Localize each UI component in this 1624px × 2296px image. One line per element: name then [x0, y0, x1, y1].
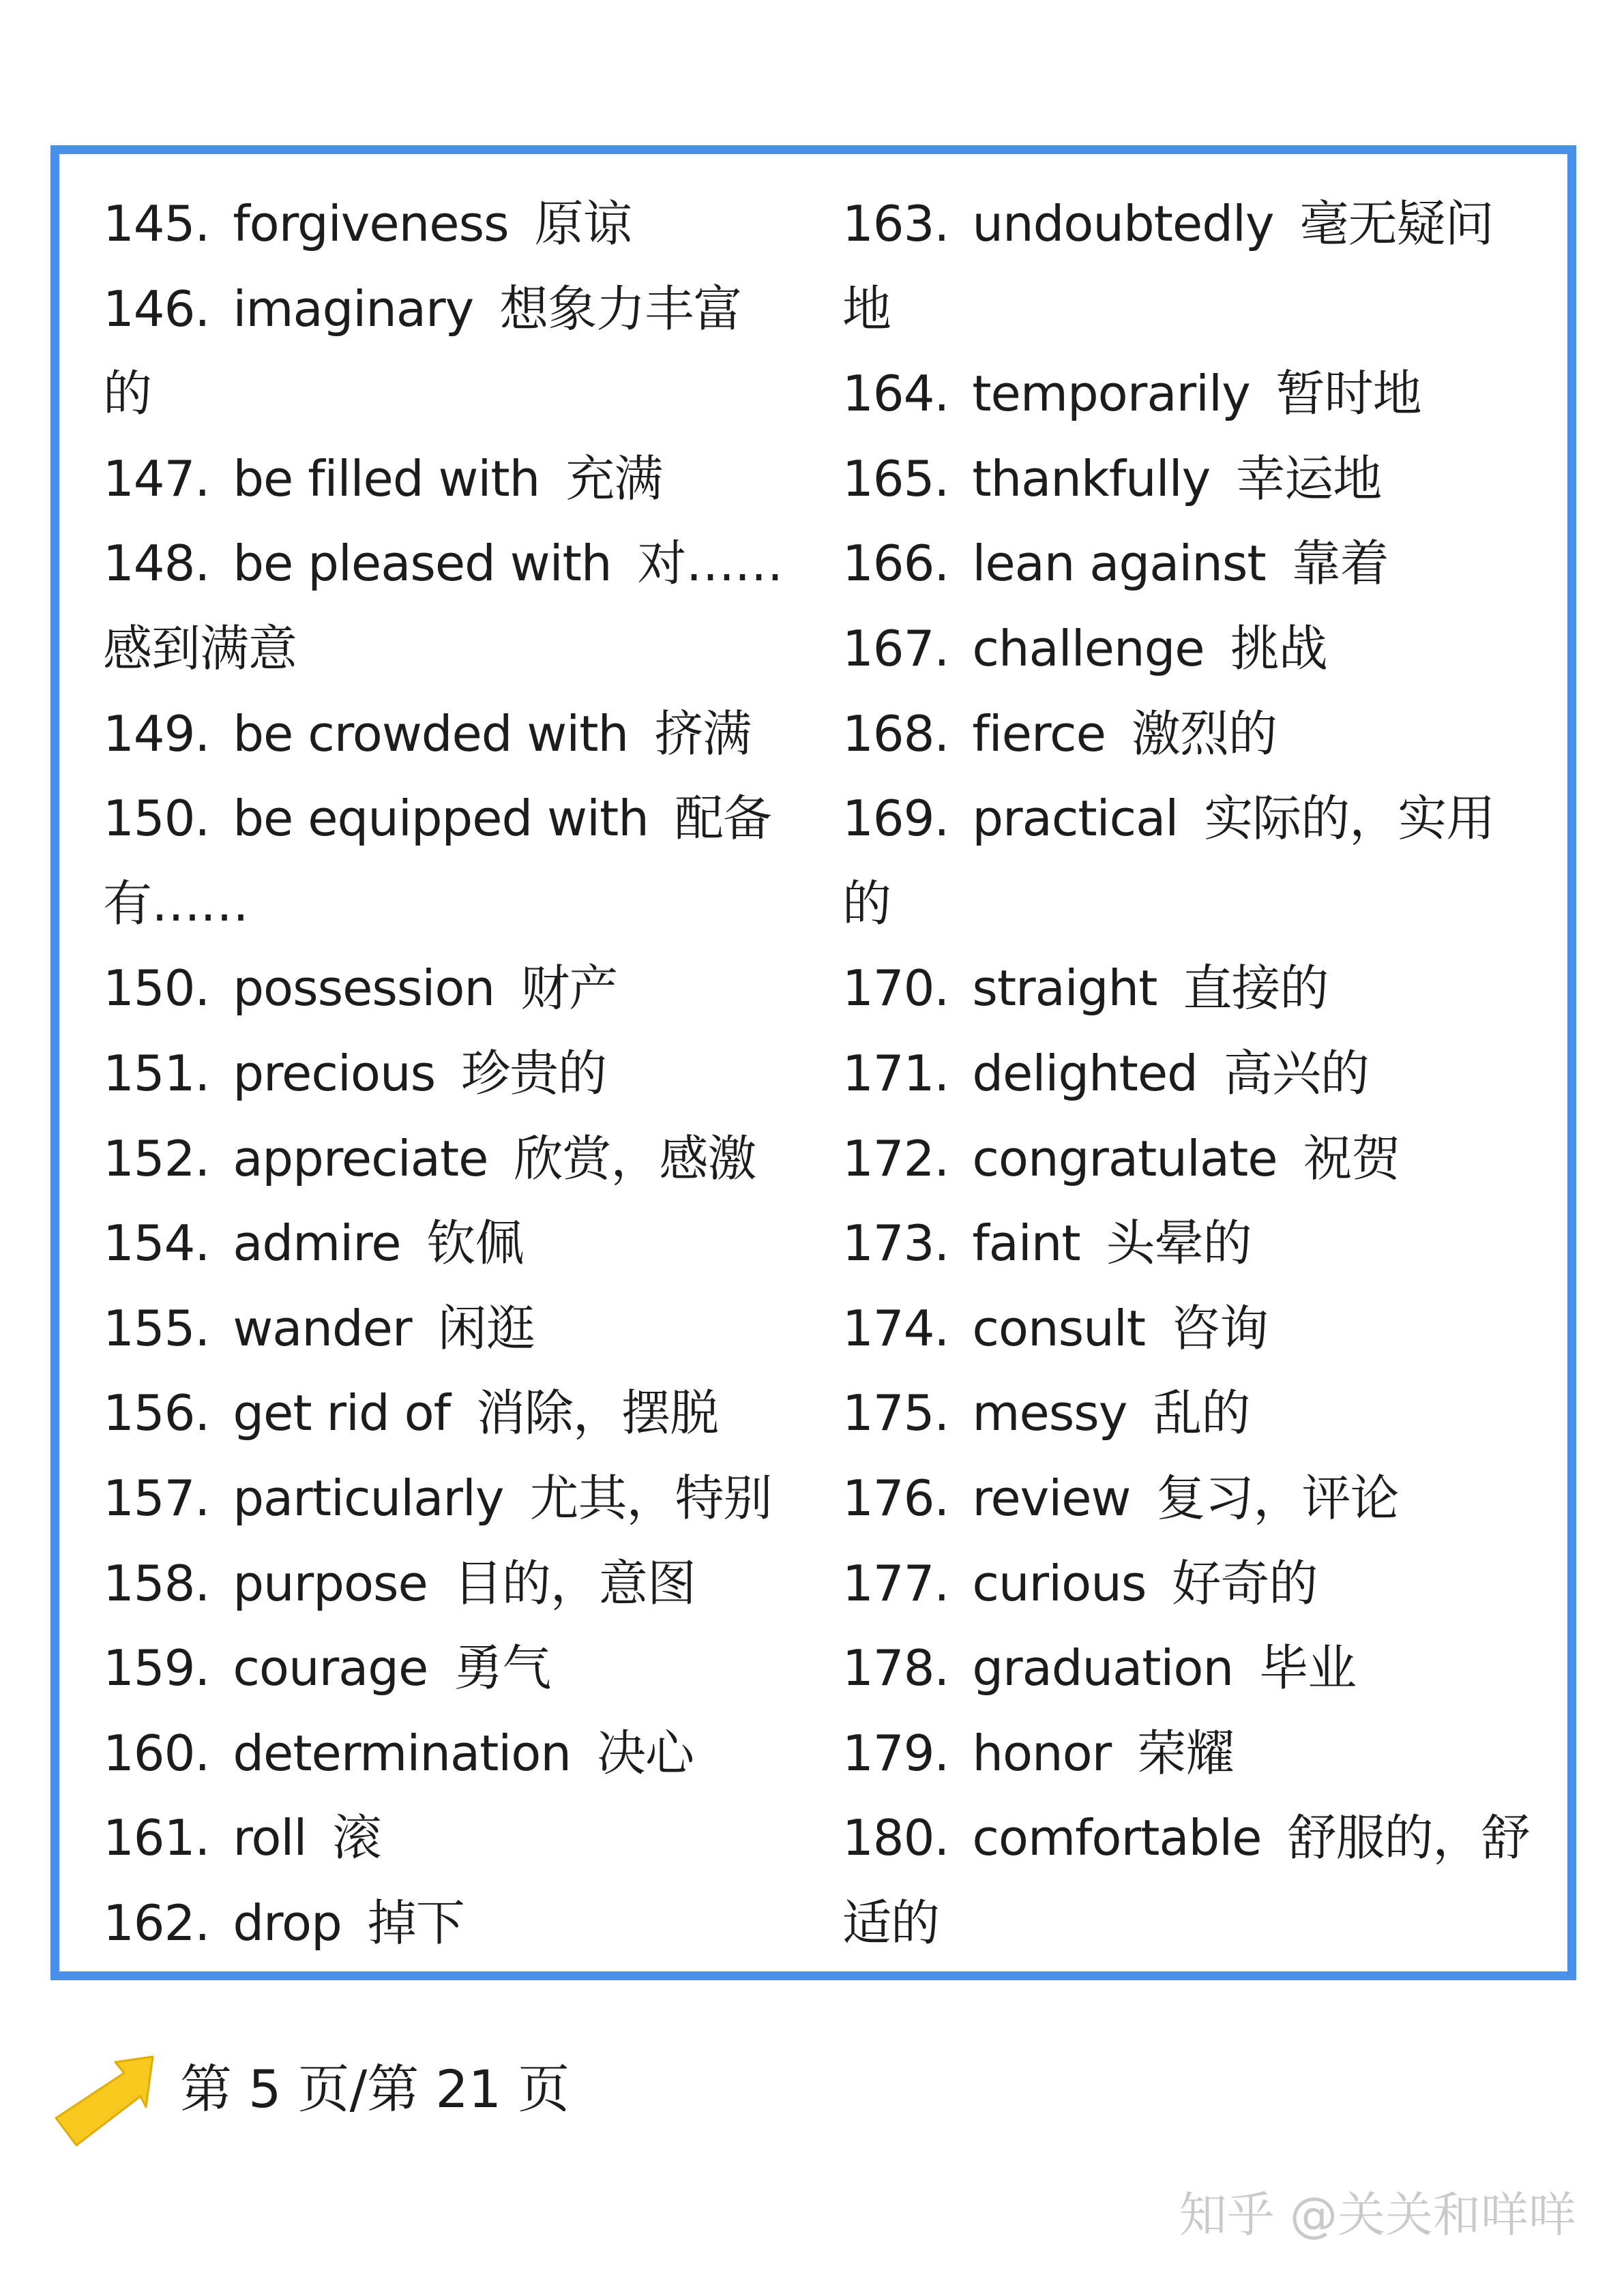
vocab-english: congratulate	[972, 1129, 1278, 1187]
vocab-chinese: 挑战	[1230, 619, 1327, 677]
vocab-item	[842, 1456, 1545, 1541]
vocab-chinese: 舒服的，舒	[1287, 1809, 1530, 1867]
vocab-number: 159.	[103, 1639, 210, 1697]
vocab-english: comfortable	[972, 1809, 1262, 1867]
vocab-item	[842, 946, 1545, 1031]
vocab-column-right	[842, 181, 1545, 1965]
vocab-number: 175.	[842, 1384, 949, 1442]
vocab-english: precious	[233, 1044, 436, 1102]
vocab-english: practical	[972, 790, 1179, 848]
vocab-chinese: 目的，意图	[453, 1554, 696, 1612]
vocab-english: determination	[233, 1724, 571, 1782]
vocab-continuation-line	[842, 1881, 1545, 1966]
vocab-number: 170.	[842, 959, 949, 1017]
vocab-number: 165.	[842, 449, 949, 507]
vocab-english: lean against	[972, 535, 1266, 593]
vocab-english: be pleased with	[233, 535, 612, 593]
vocab-number: 157.	[103, 1469, 210, 1527]
vocab-number: 160.	[103, 1724, 210, 1782]
vocab-item	[842, 1795, 1545, 1881]
vocab-continuation-line	[103, 606, 799, 691]
vocab-chinese: 实际的，实用	[1204, 790, 1495, 848]
vocab-number: 152.	[103, 1129, 210, 1187]
yellow-arrow-icon	[50, 2050, 166, 2152]
vocab-number: 162.	[103, 1894, 210, 1952]
vocab-number: 167.	[842, 619, 949, 677]
vocab-english: drop	[233, 1894, 342, 1952]
vocab-item	[103, 521, 799, 606]
vocab-chinese: 想象力丰富	[499, 280, 742, 338]
vocab-chinese: 祝贺	[1303, 1129, 1400, 1187]
vocab-item	[842, 691, 1545, 777]
vocab-english: thankfully	[972, 449, 1211, 507]
vocab-chinese: 好奇的	[1172, 1554, 1318, 1612]
page-footer	[50, 2043, 869, 2152]
vocab-item	[103, 776, 799, 861]
vocab-chinese: 有……	[103, 874, 249, 932]
vocab-english: fierce	[972, 704, 1106, 762]
vocab-item	[842, 1711, 1545, 1796]
vocab-english: be crowded with	[233, 704, 629, 762]
vocab-english: be filled with	[233, 449, 540, 507]
watermark: 知乎 @关关和咩咩	[1179, 2187, 1576, 2243]
vocab-chinese: 复习，评论	[1156, 1469, 1399, 1527]
vocab-chinese: 的	[103, 365, 152, 423]
vocab-item	[103, 1371, 799, 1456]
vocab-english: appreciate	[233, 1129, 488, 1187]
vocab-chinese: 高兴的	[1223, 1044, 1369, 1102]
vocab-number: 158.	[103, 1554, 210, 1612]
vocab-item	[103, 1031, 799, 1116]
vocab-item	[842, 606, 1545, 691]
vocab-number: 161.	[103, 1809, 210, 1867]
vocab-item	[842, 436, 1545, 522]
vocab-english: admire	[233, 1214, 401, 1272]
vocab-chinese: 珍贵的	[461, 1044, 607, 1102]
vocab-item	[842, 776, 1545, 861]
vocab-number: 147.	[103, 449, 210, 507]
vocab-english: graduation	[972, 1639, 1234, 1697]
vocab-english: challenge	[972, 619, 1205, 677]
vocab-item	[103, 691, 799, 777]
vocab-chinese: 充满	[565, 449, 663, 507]
vocab-english: roll	[233, 1809, 307, 1867]
vocab-english: purpose	[233, 1554, 428, 1612]
vocab-item	[103, 1711, 799, 1796]
vocab-number: 145.	[103, 195, 210, 252]
vocab-english: get rid of	[233, 1384, 451, 1442]
vocab-chinese: 荣耀	[1137, 1724, 1235, 1782]
vocab-english: temporarily	[972, 365, 1250, 423]
vocab-chinese: 头晕的	[1106, 1214, 1252, 1272]
vocab-item	[842, 181, 1545, 267]
vocab-number: 146.	[103, 280, 210, 338]
vocab-number: 180.	[842, 1809, 949, 1867]
vocab-item	[842, 351, 1545, 436]
vocab-item	[842, 521, 1545, 606]
vocab-item	[103, 1795, 799, 1881]
vocab-chinese: 的	[842, 874, 891, 932]
vocab-number: 156.	[103, 1384, 210, 1442]
vocab-continuation-line	[842, 861, 1545, 946]
vocab-chinese: 决心	[597, 1724, 694, 1782]
vocab-chinese: 乱的	[1153, 1384, 1250, 1442]
vocab-item	[842, 1201, 1545, 1286]
vocab-chinese: 闲逛	[437, 1299, 535, 1357]
vocab-column-left	[103, 181, 799, 1965]
vocab-item	[103, 1626, 799, 1711]
vocab-english: consult	[972, 1299, 1145, 1357]
vocab-english: faint	[972, 1214, 1080, 1272]
vocab-item	[842, 1371, 1545, 1456]
vocab-chinese: 财产	[520, 959, 618, 1017]
vocab-item	[103, 1286, 799, 1371]
vocab-chinese: 钦佩	[426, 1214, 524, 1272]
vocab-number: 150.	[103, 959, 210, 1017]
vocab-chinese: 挤满	[654, 704, 752, 762]
vocab-item	[103, 1881, 799, 1966]
vocab-chinese: 滚	[332, 1809, 381, 1867]
vocab-english: particularly	[233, 1469, 504, 1527]
vocab-item	[103, 181, 799, 267]
vocab-number: 151.	[103, 1044, 210, 1102]
vocab-chinese: 毕业	[1259, 1639, 1357, 1697]
vocab-number: 163.	[842, 195, 949, 252]
vocab-number: 164.	[842, 365, 949, 423]
vocab-chinese: 消除，摆脱	[476, 1384, 719, 1442]
vocab-english: undoubtedly	[972, 195, 1274, 252]
vocab-number: 179.	[842, 1724, 949, 1782]
vocab-number: 171.	[842, 1044, 949, 1102]
vocab-chinese: 适的	[842, 1894, 940, 1952]
page-indicator: 第 5 页/第 21 页	[180, 2059, 570, 2119]
vocab-number: 155.	[103, 1299, 210, 1357]
vocab-english: messy	[972, 1384, 1127, 1442]
vocab-chinese: 毫无疑问	[1299, 195, 1494, 252]
vocab-item	[103, 267, 799, 352]
vocab-number: 169.	[842, 790, 949, 848]
vocab-english: imaginary	[233, 280, 474, 338]
vocab-chinese: 地	[842, 280, 891, 338]
vocab-number: 149.	[103, 704, 210, 762]
vocab-chinese: 咨询	[1170, 1299, 1268, 1357]
vocab-number: 150.	[103, 790, 210, 848]
vocab-number: 148.	[103, 535, 210, 593]
vocab-english: be equipped with	[233, 790, 649, 848]
vocab-chinese: 感到满意	[103, 619, 297, 677]
vocab-item	[103, 1456, 799, 1541]
vocab-item	[103, 1541, 799, 1626]
vocab-chinese: 原谅	[534, 195, 632, 252]
vocab-number: 176.	[842, 1469, 949, 1527]
vocab-number: 168.	[842, 704, 949, 762]
vocab-number: 172.	[842, 1129, 949, 1187]
vocab-chinese: 欣赏，感激	[514, 1129, 756, 1187]
vocab-number: 178.	[842, 1639, 949, 1697]
vocab-number: 174.	[842, 1299, 949, 1357]
vocab-number: 154.	[103, 1214, 210, 1272]
vocab-english: review	[972, 1469, 1131, 1527]
vocab-chinese: 配备	[674, 790, 771, 848]
vocab-english: forgiveness	[233, 195, 509, 252]
vocab-english: courage	[233, 1639, 428, 1697]
vocab-continuation-line	[842, 267, 1545, 352]
vocab-item	[103, 1116, 799, 1202]
vocab-english: straight	[972, 959, 1157, 1017]
vocab-chinese: 对……	[637, 535, 783, 593]
vocab-item	[842, 1286, 1545, 1371]
vocab-continuation-line	[103, 861, 799, 946]
vocab-english: wander	[233, 1299, 412, 1357]
vocabulary-frame	[50, 145, 1576, 1980]
vocab-chinese: 暂时地	[1275, 365, 1421, 423]
vocab-chinese: 尤其，特别	[529, 1469, 772, 1527]
vocab-chinese: 幸运地	[1236, 449, 1382, 507]
vocab-chinese: 激烈的	[1131, 704, 1277, 762]
vocab-number: 177.	[842, 1554, 949, 1612]
vocab-item	[103, 946, 799, 1031]
vocab-item	[842, 1031, 1545, 1116]
vocab-item	[842, 1626, 1545, 1711]
vocab-number: 173.	[842, 1214, 949, 1272]
vocab-chinese: 靠着	[1291, 535, 1389, 593]
vocab-english: curious	[972, 1554, 1147, 1612]
vocab-item	[842, 1116, 1545, 1202]
vocab-chinese: 直接的	[1183, 959, 1329, 1017]
vocab-number: 166.	[842, 535, 949, 593]
vocab-item	[842, 1541, 1545, 1626]
vocab-item	[103, 1201, 799, 1286]
vocab-english: delighted	[972, 1044, 1198, 1102]
vocab-english: possession	[233, 959, 495, 1017]
vocab-chinese: 勇气	[454, 1639, 551, 1697]
vocab-item	[103, 436, 799, 522]
vocab-continuation-line	[103, 351, 799, 436]
vocab-chinese: 掉下	[367, 1894, 464, 1952]
vocab-english: honor	[972, 1724, 1112, 1782]
